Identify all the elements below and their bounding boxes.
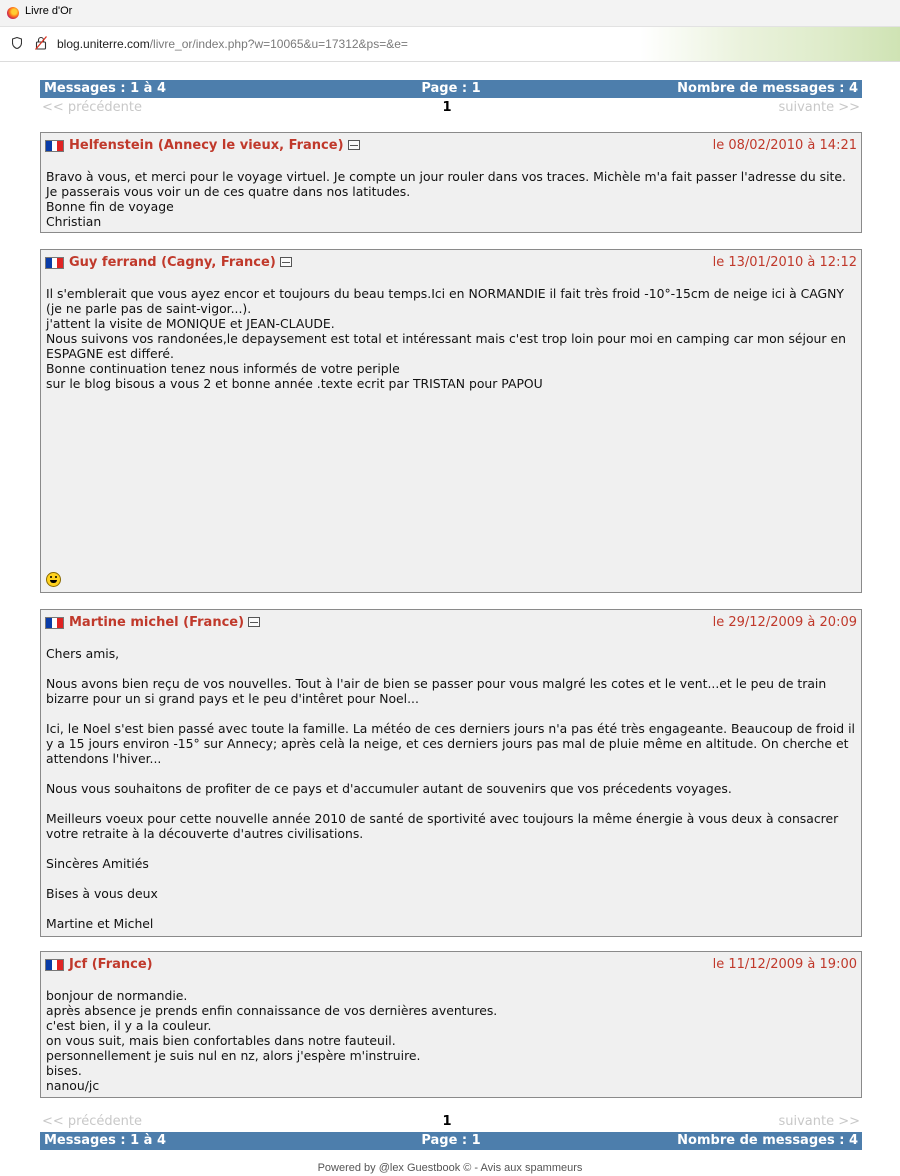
pagination-bar-bottom [40,1132,862,1150]
entry-header [45,957,857,973]
guestbook-entry [40,609,862,937]
page-label: Page : 1 [421,81,481,96]
france-flag-icon [45,140,64,152]
guestbook-entry [40,132,862,233]
pagination-nav-bottom [40,1114,862,1130]
toolbar-decoration [640,27,900,61]
current-page-number: 1 [442,100,452,115]
url-text[interactable]: blog.uniterre.com/livre_or/index.php?w=10065&u=17312&ps=&e= [57,37,408,51]
previous-page-link: << précédente [42,1114,142,1129]
entry-date: le 13/01/2010 à 12:12 [712,255,857,270]
entry-author[interactable]: Guy ferrand (Cagny, France) [69,255,292,270]
page-label: Page : 1 [421,1133,481,1148]
current-page-number: 1 [442,1114,452,1129]
pagination-nav-top [40,100,862,116]
entry-body: bonjour de normandie. après absence je prends enfin connaissance de vos dernières aventures. c'est bien, il y a la couleur. on vous suit, mais bien confortables dans notre fauteuil. personnellement je suis nul en nz, alors j'espère m'instruire. bises. nanou/jc [46,988,498,1093]
insecure-lock-icon[interactable] [35,36,47,50]
messages-range: Messages : 1 à 4 [44,1133,167,1148]
entry-date: le 11/12/2009 à 19:00 [712,957,857,972]
entry-date: le 29/12/2009 à 20:09 [712,615,857,630]
entry-author[interactable]: Jcf (France) [69,957,153,972]
browser-titlebar [0,0,900,27]
pagination-bar-top [40,80,862,98]
email-icon[interactable] [348,140,360,150]
france-flag-icon [45,959,64,971]
entry-header [45,615,857,631]
smiley-icon [46,572,61,587]
firefox-icon [7,7,19,19]
france-flag-icon [45,257,64,269]
powered-by-footer[interactable]: Powered by @lex Guestbook © - Avis aux spammeurs [317,1162,583,1174]
email-icon[interactable] [280,257,292,267]
entry-header [45,255,857,271]
email-icon[interactable] [248,617,260,627]
messages-range: Messages : 1 à 4 [44,81,167,96]
total-messages: Nombre de messages : 4 [677,1133,858,1148]
address-bar[interactable] [0,27,900,62]
guestbook-entry [40,951,862,1098]
shield-icon[interactable] [12,37,22,49]
entry-author[interactable]: Helfenstein (Annecy le vieux, France) [69,138,360,153]
total-messages: Nombre de messages : 4 [677,81,858,96]
tab-title[interactable]: Livre d'Or [25,5,73,17]
france-flag-icon [45,617,64,629]
next-page-link: suivante >> [778,1114,860,1129]
entry-header [45,138,857,154]
guestbook-entry [40,249,862,593]
entry-body: Chers amis, Nous avons bien reçu de vos nouvelles. Tout à l'air de bien se passer pour vous malgré les cotes et le vent...et le peu de train bizarre pour un si grand pays et le peu d'intêret pour Noel... Ici, le Noel s'est bien passé avec toute la famille. La météo de ces derniers jours n'a pas été très engageante. Beaucoup de froid il y a 15 jours environ -15° sur Annecy; après celà la neige, et ces derniers jours pas mal de pluie même en altitude. On cherche et attendons l'hiver... Nous vous souhaitons de profiter de ce pays et d'accumuler autant de souvenirs que vos précedents voyages. Meilleurs voeux pour cette nouvelle année 2010 de santé de sportivité avec toujours la même énergie à vous deux à consacrer votre retraite à la découverte d'autres civilisations. Sincères Amitiés Bises à vous deux Martine et Michel [46,646,855,931]
entry-body: Bravo à vous, et merci pour le voyage virtuel. Je compte un jour rouler dans vos traces. Michèle m'a fait passer l'adresse du site. Je passerais vous voir un de ces quatre dans nos latitudes. Bonne fin de voyage Christian [46,169,846,229]
entry-body: Il s'emblerait que vous ayez encor et toujours du beau temps.Ici en NORMANDIE il fait très froid -10°-15cm de neige ici à CAGNY (je ne parle pas de saint-vigor...). j'attent la visite de MONIQUE et JEAN-CLAUDE. Nous suivons vos randonées,le depaysement est total et intéressant mais c'est trop loin pour moi en camping car mon séjour en ESPAGNE est differé. Bonne continuation tenez nous informés de votre periple sur le blog bisous a vous 2 et bonne année .texte ecrit par TRISTAN pour PAPOU [46,286,846,391]
next-page-link: suivante >> [778,100,860,115]
entry-author[interactable]: Martine michel (France) [69,615,260,630]
previous-page-link: << précédente [42,100,142,115]
entry-date: le 08/02/2010 à 14:21 [712,138,857,153]
